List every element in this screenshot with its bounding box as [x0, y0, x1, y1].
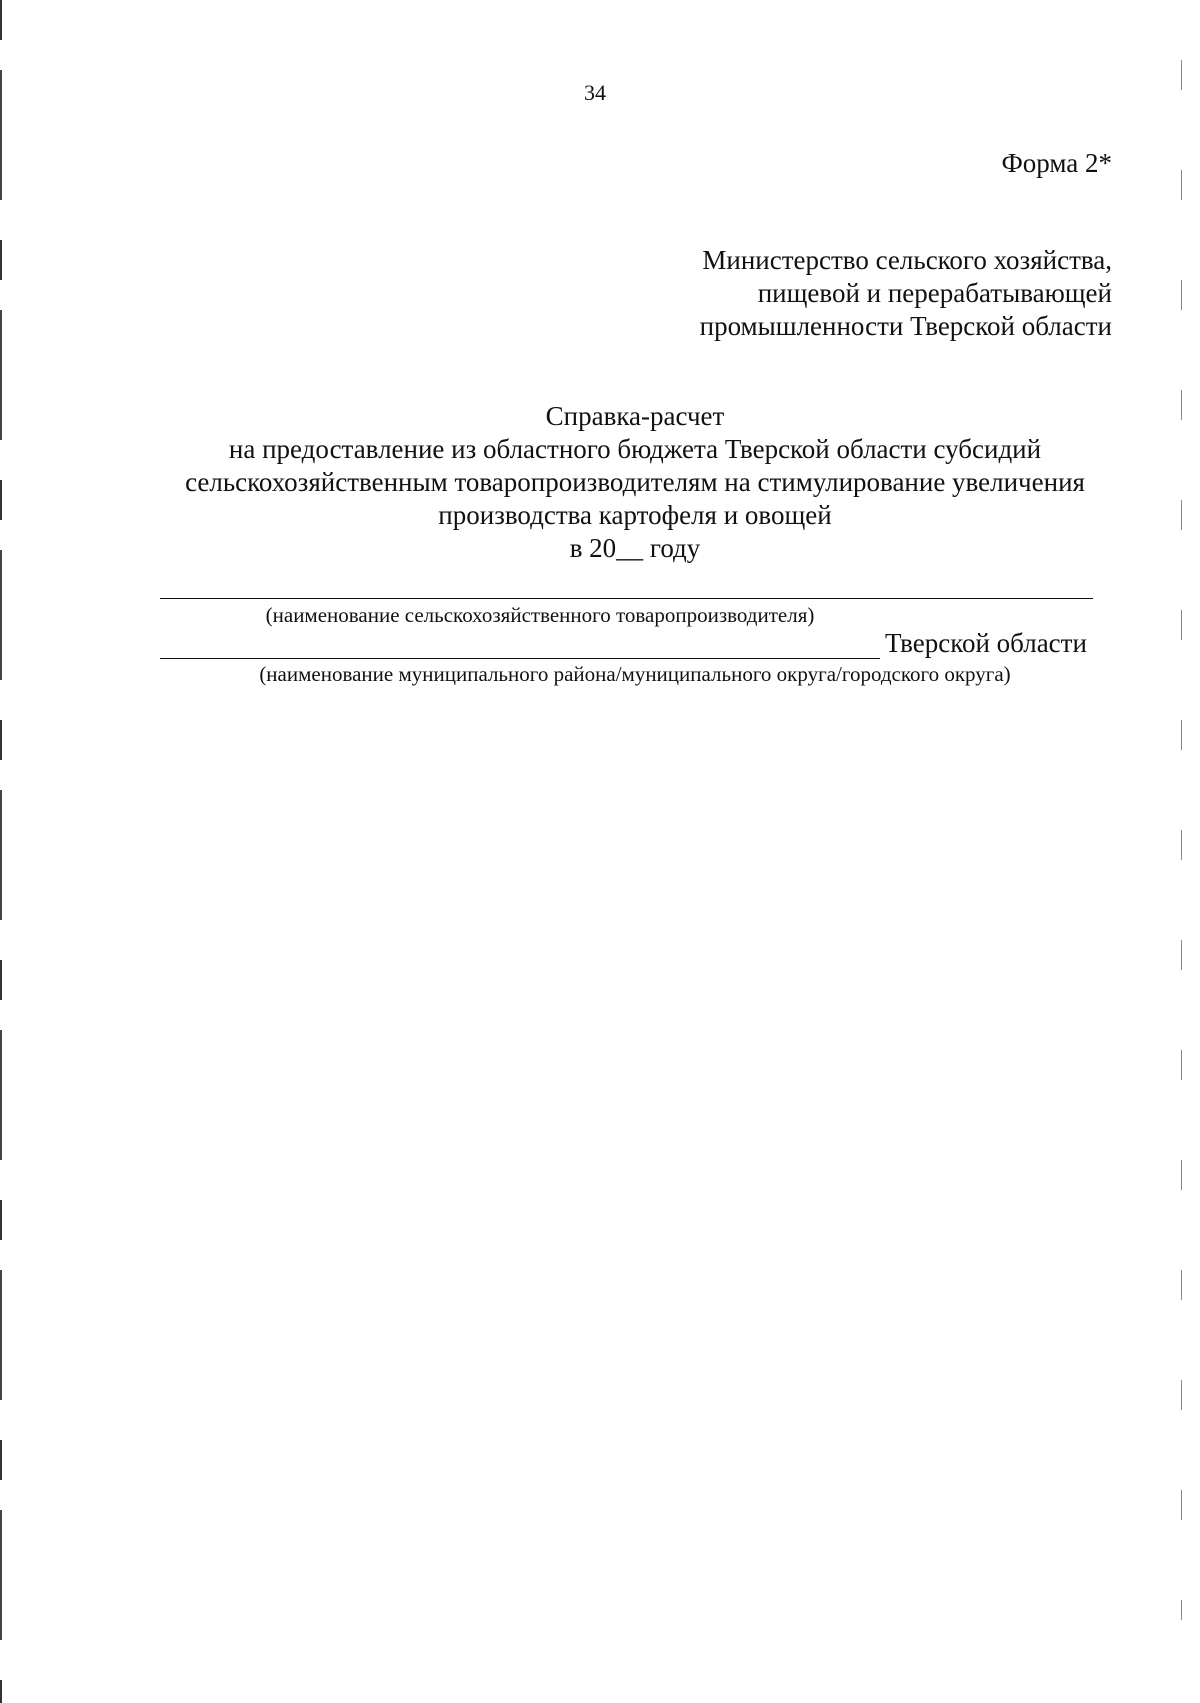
scan-edge-left	[0, 0, 2, 1703]
municipality-name-field[interactable]	[160, 658, 880, 659]
addressee-line: промышленности Тверской области	[699, 311, 1112, 341]
page-number: 34	[584, 80, 606, 105]
addressee-line: Министерство сельского хозяйства,	[702, 245, 1112, 275]
addressee-line: пищевой и перерабатывающей	[757, 278, 1112, 308]
region-suffix: Тверской области	[885, 628, 1087, 658]
title-line: на предоставление из областного бюджета Тверской области субсидий	[228, 434, 1042, 464]
scan-edge-right	[1181, 60, 1182, 1620]
title-heading: Справка-расчет	[545, 401, 725, 431]
title-line: производства картофеля и овощей	[438, 500, 832, 530]
producer-name-caption: (наименование сельскохозяйственного товаропроизводителя)	[265, 603, 815, 627]
producer-name-field[interactable]	[160, 598, 1093, 599]
document-title	[100, 400, 1170, 565]
addressee-block	[700, 244, 1112, 343]
title-year-line: в 20__ году	[569, 533, 701, 563]
municipality-name-caption: (наименование муниципального района/муниципального округа/городского округа)	[259, 662, 1011, 686]
title-line: сельскохозяйственным товаропроизводителям на стимулирование увеличения	[185, 467, 1085, 497]
form-label: Форма 2*	[1001, 148, 1112, 178]
